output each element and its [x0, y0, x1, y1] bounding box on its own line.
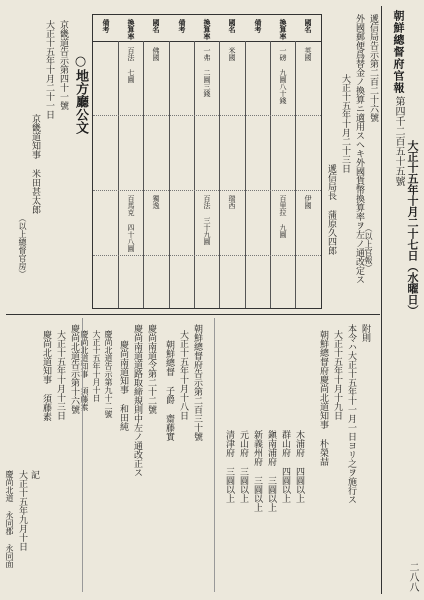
appointment-item: 鎭南浦府 三圓以上: [266, 430, 276, 512]
notice-heading: 慶尚北道告示第九十二號: [104, 330, 113, 418]
table-cell: 百法 七圓: [127, 47, 135, 83]
table-cell: 英國: [304, 47, 312, 61]
left-block-line: 記: [29, 470, 39, 479]
left-block-line: 大正十五年九月十日: [17, 470, 27, 551]
notice-signer: 慶尚南道知事 和田純: [118, 340, 128, 431]
table-cell: 獨逸: [152, 195, 160, 209]
left-block-line: 慶尚北道告示第十六號: [69, 324, 79, 414]
table-cell: 一弗 二圓三錢: [203, 47, 211, 97]
table-header-cell: 換算率: [127, 19, 136, 40]
notice-line-2: 外國郵便爲替金ノ換算ニ適用スヘキ外國貨幣換算率ヲ左ノ通改定ス: [354, 14, 364, 284]
table-header-cell: 備考: [254, 19, 263, 33]
appendix-line: 本令ハ大正十五年十一月一日ヨリ之ヲ施行ス: [346, 324, 356, 504]
table-cell: 瑞西: [228, 195, 236, 209]
table-cell: 一磅 九圓八十錢: [279, 47, 287, 104]
table-cell: 佛國: [152, 47, 160, 61]
appointment-item: 元山府 三圓以上: [238, 430, 248, 503]
masthead-title: 朝鮮總督府官報: [392, 10, 405, 94]
notice-heading: 慶尚南道令第二十二號: [146, 324, 156, 414]
left-block-line: 大正十五年十月十三日: [55, 330, 65, 420]
appendix-signer: 朝鮮總督府慶尚北道知事 朴榮喆: [318, 330, 328, 466]
table-cell: 百法 三十九圓: [203, 195, 211, 245]
left-block-line: 慶尚北道 永同郡 永同面: [5, 470, 14, 568]
table-header-cell: 國名: [152, 19, 161, 33]
table-cell: 伊國: [304, 195, 312, 209]
table-header-cell: 換算率: [279, 19, 288, 40]
notice-signer: 慶尚北道知事 須藤素: [80, 330, 89, 411]
table-header-cell: 備考: [178, 19, 187, 33]
appointment-item: 清津府 三圓以上: [224, 430, 234, 503]
local-line-1: 京畿道告示第四十一號: [58, 20, 68, 110]
left-block-line: 慶尚北道知事 須藤素: [41, 330, 51, 421]
table-header-cell: 備考: [102, 19, 111, 33]
notice-line-3: 大正十五年十月二十三日: [340, 74, 350, 173]
local-line-3: 京畿道知事 米田甚太郎: [30, 114, 40, 214]
table-header-cell: 國名: [304, 19, 313, 33]
official-notice: [316, 14, 380, 309]
notice-footnote: （以上官報）: [364, 224, 373, 272]
local-notices: [8, 14, 90, 314]
table-cell: 百馬克 四十八圓: [127, 195, 135, 252]
notice-signer: 朝鮮總督 子爵 齋藤實: [164, 340, 174, 441]
table-header-cell: 國名: [228, 19, 237, 33]
notice-line-1: 遞信局告示第二百二十六號: [368, 14, 378, 122]
notice-body: 大正十五年十月十八日: [178, 330, 188, 420]
appendix-date: 大正十五年十月十九日: [332, 330, 342, 420]
masthead-date: 大正十五年十月二十七日（水曜日）: [406, 140, 419, 316]
page-number: 二八八: [407, 562, 418, 592]
local-line-2: 大正十五年十月二十一日: [44, 20, 54, 119]
masthead-issue: 第四千二百五十五號: [393, 96, 404, 186]
appendix-heading: 附則: [360, 324, 370, 342]
notice-heading: 朝鮮總督府告示第二百三十號: [192, 324, 202, 441]
notice-body: 大正十五年十月十日: [92, 330, 101, 402]
table-cell: 米國: [228, 47, 236, 61]
table-cell: 百里拉 九圓: [279, 195, 287, 238]
appointment-item: 木浦府 四圓以上: [294, 430, 304, 503]
rate-table: [92, 14, 322, 309]
section-divider: [6, 314, 380, 315]
appointment-item: 新義州府 三圓以上: [252, 430, 262, 512]
local-footnote: （以上總督官房）: [18, 214, 27, 278]
appointment-item: 群山府 四圓以上: [280, 430, 290, 503]
section-heading: ○地方廳公文: [73, 54, 88, 134]
table-header-cell: 換算率: [203, 19, 212, 40]
notice-body: 慶尚南道道路取締規則中左ノ通改正ス: [132, 324, 142, 477]
notice-line-4: 遞信局長 蒲原久四郎: [326, 164, 336, 255]
masthead-rule: [381, 6, 382, 594]
